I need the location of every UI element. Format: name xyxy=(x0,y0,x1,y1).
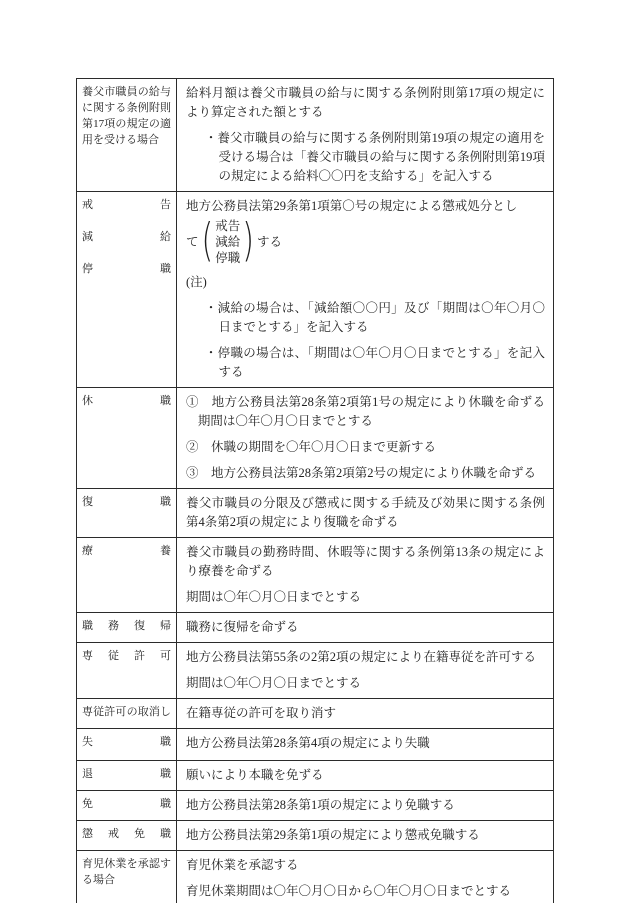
header-char: 帰 xyxy=(160,620,171,632)
row-resignation xyxy=(77,760,553,790)
bullet-item: ・養父市職員の給与に関する条例附則第19項の規定の適用を受ける場合は「養父市職員の給与に関する条例附則第19項の規定による給料〇〇円を支給する」を記入する xyxy=(204,131,545,183)
paragraph: 地方公務員法第55条の2第2項の規定により在籍専従を許可する xyxy=(186,650,537,664)
paragraph: 期間は〇年〇月〇日までとする xyxy=(186,590,362,604)
header-char: 免 xyxy=(82,798,93,810)
header-char: 専 xyxy=(82,650,93,662)
brace-suffix: する xyxy=(256,234,282,249)
header-char: 務 xyxy=(108,620,119,632)
directive-examples-table xyxy=(76,78,554,903)
paragraph: 養父市職員の勤務時間、休暇等に関する条例第13条の規定により療養を命ずる xyxy=(186,545,545,578)
header-line-teishoku xyxy=(82,262,171,278)
header-char: 退 xyxy=(82,768,93,780)
row-dismissal xyxy=(77,790,553,820)
header-char: 取 xyxy=(137,706,149,718)
content-salary-ordinance-application xyxy=(177,79,553,191)
header-line xyxy=(82,827,171,843)
row-childcare-leave xyxy=(77,850,553,903)
note-label: (注) xyxy=(186,275,207,289)
content-loss-of-position xyxy=(177,729,553,760)
row-medical-treatment xyxy=(77,537,553,612)
header-char: の xyxy=(126,706,138,718)
header-char: 可 xyxy=(160,650,171,662)
numbered-item: ② 休職の期間を〇年〇月〇日まで更新する xyxy=(186,440,437,454)
header-union-leave-permission xyxy=(77,643,177,698)
row-disciplinary-dismissal xyxy=(77,820,553,850)
paragraph: 願いにより本職を免ずる xyxy=(186,768,324,782)
brace-group xyxy=(186,215,545,268)
header-char: 職 xyxy=(160,768,171,780)
row-union-leave-permission xyxy=(77,642,553,698)
content-disciplinary-dismissal xyxy=(177,821,553,850)
header-char: し xyxy=(159,706,171,718)
row-reinstatement xyxy=(77,488,553,537)
header-disciplinary-dismissal xyxy=(77,821,177,850)
header-char: 可 xyxy=(115,706,127,718)
paragraph: 在籍専従の許可を取り消す xyxy=(186,706,337,720)
brace-open-icon: ( xyxy=(201,215,214,268)
header-char: 職 xyxy=(160,496,171,508)
paragraph: 地方公務員法第29条第1項第〇号の規定による懲戒処分とし xyxy=(186,199,518,213)
row-loss-of-position xyxy=(77,728,553,760)
bullet-item: ・減給の場合は、「減給額〇〇円」及び「期間は〇年〇月〇日までとする」を記入する xyxy=(204,301,545,334)
content-leave-of-absence xyxy=(177,388,553,488)
header-char: 職 xyxy=(160,262,171,275)
header-char: 失 xyxy=(82,736,93,748)
header-line-kaikoku xyxy=(82,198,171,214)
header-char: 養 xyxy=(160,545,171,557)
header-char: 療 xyxy=(82,545,93,557)
header-loss-of-position xyxy=(77,729,177,760)
header-return-to-duty xyxy=(77,613,177,642)
header-line xyxy=(82,649,171,665)
header-char: 許 xyxy=(104,706,116,718)
brace-option: 停職 xyxy=(215,251,241,265)
content-dismissal xyxy=(177,791,553,820)
row-leave-of-absence xyxy=(77,387,553,488)
row-return-to-duty xyxy=(77,612,553,642)
header-union-leave-revocation xyxy=(77,699,177,728)
content-union-leave-revocation xyxy=(177,699,553,728)
header-char: 減 xyxy=(82,230,93,243)
paragraph: 育児休業期間は〇年〇月〇日から〇年〇月〇日までとする xyxy=(186,884,512,898)
content-reinstatement xyxy=(177,489,553,537)
header-line xyxy=(82,495,171,511)
header-char: 職 xyxy=(82,620,93,632)
content-resignation xyxy=(177,761,553,790)
header-line xyxy=(82,394,171,410)
header-line xyxy=(82,767,171,783)
content-union-leave-permission xyxy=(177,643,553,698)
paragraph: 給料月額は養父市職員の給与に関する条例附則第17項の規定により算定された額とする xyxy=(186,86,545,119)
header-childcare-leave: 育児休業を承認する場合 xyxy=(77,851,177,903)
header-line xyxy=(82,544,171,560)
content-return-to-duty xyxy=(177,613,553,642)
header-salary-ordinance-application: 養父市職員の給与に関する条例附則第17項の規定の適用を受ける場合 xyxy=(77,79,177,191)
content-medical-treatment xyxy=(177,538,553,612)
paragraph: 地方公務員法第29条第1項の規定により懲戒免職する xyxy=(186,828,480,842)
header-char: 許 xyxy=(134,650,145,662)
header-medical-treatment xyxy=(77,538,177,612)
numbered-item: ① 地方公務員法第28条第2項第1号の規定により休職を命ずる期間は〇年〇月〇日までとする xyxy=(186,395,545,428)
header-char: 告 xyxy=(160,199,171,211)
header-char: 消 xyxy=(148,706,160,718)
content-disciplinary-action xyxy=(177,192,553,387)
paragraph: 養父市職員の分限及び懲戒に関する手続及び効果に関する条例第4条第2項の規定により復職を命ずる xyxy=(186,496,545,529)
header-char: 休 xyxy=(82,395,93,407)
header-char: 従 xyxy=(108,650,119,662)
row-salary-ordinance-application xyxy=(77,79,553,191)
numbered-item: ③ 地方公務員法第28条第2項第2号の規定により休職を命ずる xyxy=(186,466,537,480)
brace-prefix: て xyxy=(186,234,199,249)
row-disciplinary-action xyxy=(77,191,553,387)
header-char: 専 xyxy=(82,706,93,718)
header-char: 給 xyxy=(160,230,171,243)
header-char: 職 xyxy=(160,798,171,810)
brace-close-icon: ) xyxy=(242,215,254,268)
header-char: 職 xyxy=(160,395,171,407)
row-union-leave-revocation xyxy=(77,698,553,728)
header-line xyxy=(82,619,171,635)
paragraph: 職務に復帰を命ずる xyxy=(186,620,299,634)
header-line xyxy=(82,797,171,813)
paragraph: 地方公務員法第28条第4項の規定により失職 xyxy=(186,736,430,750)
header-char: 復 xyxy=(82,496,93,508)
header-leave-of-absence xyxy=(77,388,177,488)
header-reinstatement xyxy=(77,489,177,537)
paragraph: 期間は〇年〇月〇日までとする xyxy=(186,676,362,690)
paragraph: 地方公務員法第28条第1項の規定により免職する xyxy=(186,798,455,812)
header-char: 戒 xyxy=(108,828,119,840)
paragraph: 育児休業を承認する xyxy=(186,858,299,872)
header-char: 復 xyxy=(134,620,145,632)
brace-option: 戒告 xyxy=(215,219,241,233)
header-char: 職 xyxy=(160,828,171,840)
header-char: 戒 xyxy=(82,199,93,211)
header-char: 懲 xyxy=(82,828,93,840)
content-childcare-leave xyxy=(177,851,553,903)
brace-option: 減給 xyxy=(215,235,241,249)
header-line xyxy=(82,705,171,721)
header-char: 停 xyxy=(82,262,93,275)
header-line-genkyu xyxy=(82,230,171,246)
header-char: 従 xyxy=(93,706,105,718)
bullet-item: ・停職の場合は、「期間は〇年〇月〇日までとする」を記入する xyxy=(204,346,545,379)
header-char: 免 xyxy=(134,828,145,840)
header-char: 職 xyxy=(160,736,171,748)
header-resignation xyxy=(77,761,177,790)
header-disciplinary-action xyxy=(77,192,177,387)
header-dismissal xyxy=(77,791,177,820)
header-line xyxy=(82,735,171,751)
brace-options xyxy=(215,218,240,266)
